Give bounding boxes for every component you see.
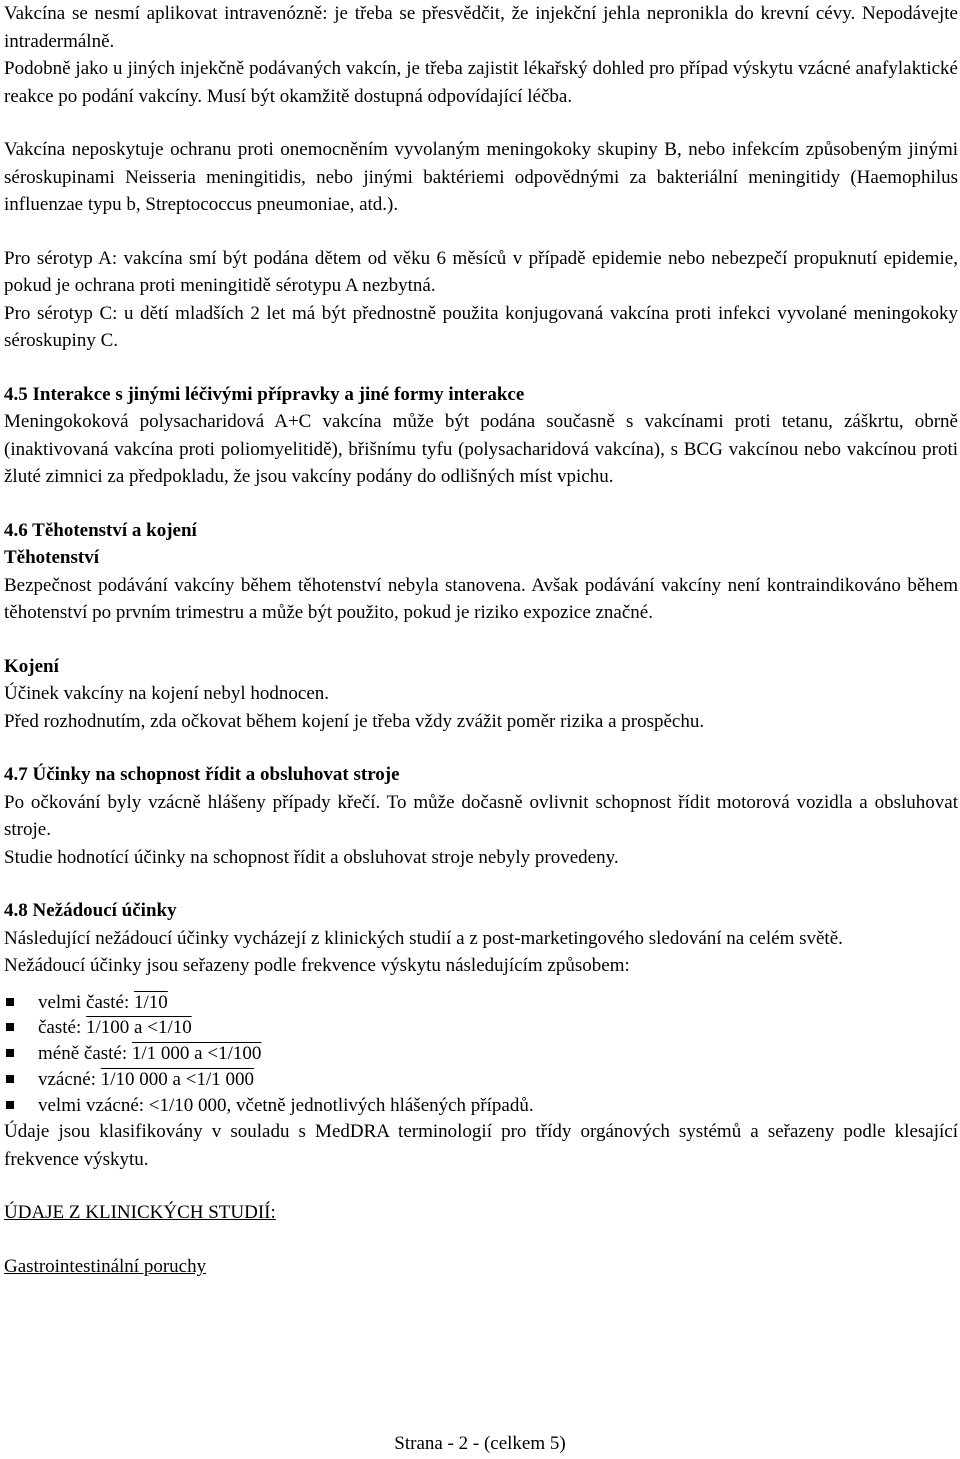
subheading-breastfeeding: Kojení: [4, 655, 59, 677]
heading-4-8: 4.8 Nežádoucí účinky: [4, 900, 177, 921]
frequency-label: vzácné:: [38, 1068, 101, 1090]
frequency-value: 1/10 000 a <1/1 000: [100, 1068, 254, 1090]
document-page: [4, 0, 958, 1280]
frequency-value: 1/1 000 a <1/100: [131, 1043, 262, 1065]
frequency-value: <1/10 000, včetně jednotlivých hlášených případů.: [148, 1094, 534, 1116]
paragraph-meddra: Údaje jsou klasifikovány v souladu s MedDRA terminologií pro třídy orgánových systémů a seřazeny podle klesající frekvence výskytu.: [4, 1121, 958, 1170]
square-bullet-icon: [6, 1049, 14, 1057]
list-item: [4, 1067, 958, 1093]
list-item: [4, 990, 958, 1016]
paragraph-protection: Vakcína neposkytuje ochranu proti onemocněním vyvolaným meningokoky skupiny B, nebo infekcím způsobeným jinými séroskupinami Neisseria meningitidis, nebo jinými baktériemi odpovědnými za bakteriální meningitidy (Haemophilus influenzae typu b, Streptococcus pneumoniae, atd.).: [4, 139, 958, 215]
paragraph-adverse-b: Nežádoucí účinky jsou seřazeny podle frekvence výskytu následujícím způsobem:: [4, 955, 630, 976]
list-item: [4, 1093, 958, 1119]
heading-4-6: 4.6 Těhotenství a kojení: [4, 519, 197, 541]
paragraph-4-5: Meningokoková polysacharidová A+C vakcína může být podána současně s vakcínami proti tetanu, záškrtu, obrně (inaktivovaná vakcína proti poliomyelitidě), břišnímu tyfu (polysacharidová vakcína), s BCG vakcínou nebo vakcínou proti žluté zimnici za předpokladu, že jsou vakcíny podány do odlišných míst vpichu.: [4, 411, 958, 487]
subheading-pregnancy: Těhotenství: [4, 547, 99, 568]
paragraph-intravenous: Vakcína se nesmí aplikovat intravenózně: je třeba se přesvědčit, že injekční jehla nepronikla do krevní cévy. Nepodávejte intradermálně.: [4, 3, 958, 52]
paragraph-driving-b: Studie hodnotící účinky na schopnost řídit a obsluhovat stroje nebyly provedeny.: [4, 846, 619, 868]
list-item: [4, 1041, 958, 1067]
frequency-value: 1/100 a <1/10: [86, 1017, 192, 1039]
paragraph-breastfeeding-b: Před rozhodnutím, zda očkovat během kojení je třeba vždy zvážit poměr rizika a prospěchu.: [4, 710, 705, 732]
paragraph-adverse-a: Následující nežádoucí účinky vycházejí z klinických studií a z post-marketingového sledování na celém světě.: [4, 927, 843, 949]
paragraph-breastfeeding-a: Účinek vakcíny na kojení nebyl hodnocen.: [4, 683, 330, 704]
paragraph-serotype-a: Pro sérotyp A: vakcína smí být podána dětem od věku 6 měsíců v případě epidemie nebo nebezpečí propuknutí epidemie, pokud je ochrana proti meningitidě sérotypu A nezbytná.: [4, 247, 958, 296]
list-item: [4, 1015, 958, 1041]
square-bullet-icon: [6, 998, 14, 1006]
frequency-list: [4, 990, 958, 1119]
paragraph-anaphylaxis: Podobně jako u jiných injekčně podávaných vakcín, je třeba zajistit lékařský dohled pro případ výskytu vzácné anafylaktické reakce po podání vakcíny. Musí být okamžitě dostupná odpovídající léčba.: [4, 58, 958, 107]
heading-4-7: 4.7 Účinky na schopnost řídit a obsluhovat stroje: [4, 764, 400, 785]
square-bullet-icon: [6, 1023, 14, 1031]
gi-disorders-title: Gastrointestinální poruchy: [4, 1255, 207, 1277]
page-footer: Strana - 2 - (celkem 5): [394, 1433, 566, 1454]
frequency-value: 1/10: [134, 991, 168, 1013]
paragraph-serotype-c: Pro sérotyp C: u dětí mladších 2 let má být přednostně použita konjugovaná vakcína proti infekci vyvolané meningokoky séroskupiny C.: [4, 302, 958, 351]
frequency-label: méně časté:: [38, 1043, 132, 1065]
frequency-label: velmi časté:: [38, 991, 135, 1013]
clinical-data-title: ÚDAJE Z KLINICKÝCH STUDIÍ:: [4, 1202, 276, 1224]
frequency-label: velmi vzácné:: [38, 1094, 149, 1116]
paragraph-pregnancy: Bezpečnost podávání vakcíny během těhotenství nebyla stanovena. Avšak podávání vakcíny není kontraindikováno během těhotenství po prvním trimestru a může být použito, pokud je riziko expozice značné.: [4, 574, 958, 623]
paragraph-driving-a: Po očkování byly vzácně hlášeny případy křečí. To může dočasně ovlivnit schopnost řídit motorová vozidla a obsluhovat stroje.: [4, 791, 958, 840]
frequency-label: časté:: [38, 1017, 87, 1039]
square-bullet-icon: [6, 1101, 14, 1109]
square-bullet-icon: [6, 1075, 14, 1083]
heading-4-5: 4.5 Interakce s jinými léčivými přípravky a jiné formy interakce: [4, 383, 525, 405]
